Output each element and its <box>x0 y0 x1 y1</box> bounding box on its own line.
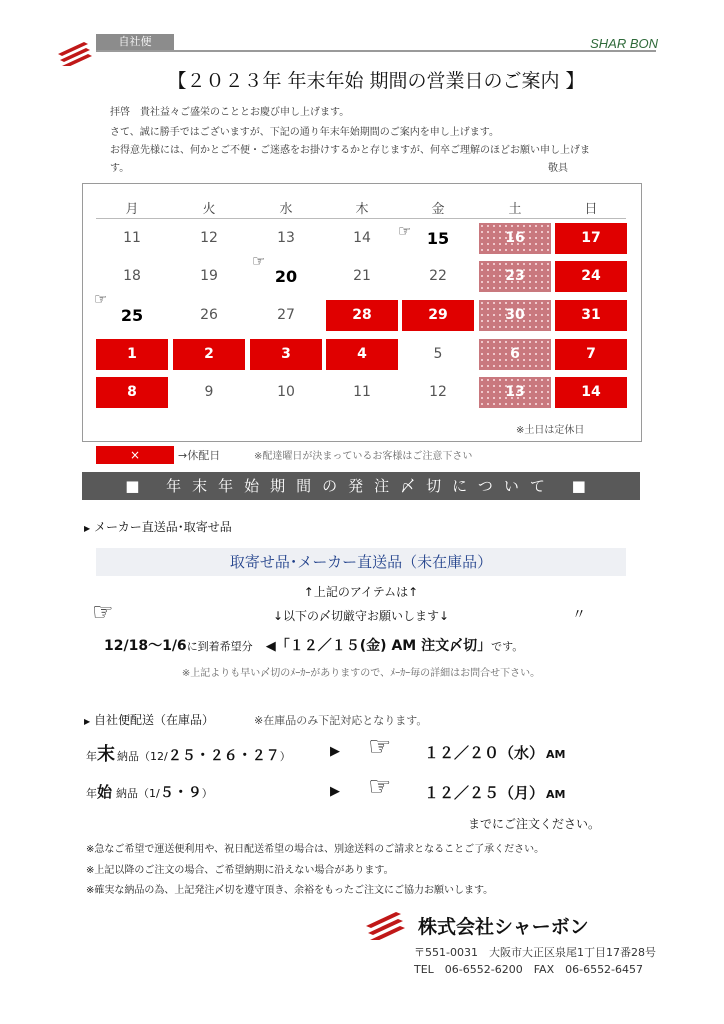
calendar-cell: 5 <box>433 346 443 362</box>
calendar-cell-holiday: 31 <box>555 300 627 331</box>
day-header: 水 <box>279 202 293 217</box>
greeting-line: す。 <box>110 163 130 174</box>
day-header: 木 <box>355 202 369 217</box>
order-tail: までにご注文ください。 <box>468 817 601 831</box>
weekend-note: ※土日は定休日 <box>516 425 585 436</box>
calendar-cell: 14 <box>353 230 371 246</box>
footnote: ※上記以降のご注文の場合、ご希望納期に沿えない場合があります。 <box>86 865 394 876</box>
delivery-row-yearend: 年末 納品（12/２５・２６・２７） <box>86 744 291 765</box>
company-contact: TEL 06-6552-6200 FAX 06-6552-6457 <box>414 963 644 976</box>
calendar-cell: 13 <box>277 230 295 246</box>
section1-line1: ↑上記のアイテムは↑ <box>303 585 419 599</box>
calendar-cell-weekend: 13 <box>479 377 551 408</box>
calendar-cell-weekend: 23 <box>479 261 551 292</box>
calendar-cell: 19 <box>200 268 218 284</box>
calendar-cell: 27 <box>277 307 295 323</box>
section-bar-title: ■ 年末年始期間の発注〆切について ■ <box>82 472 640 500</box>
calendar-cell-deadline: 25 <box>120 306 144 325</box>
calendar-cell-holiday: 1 <box>96 339 168 370</box>
greeting-line: お得意先様には、何かとご不便・ご迷惑をお掛けするかと存じますが、何卒ご理解のほどお願い申し上げま <box>110 145 590 156</box>
section1-deadline-row: 12/18～1/6に到着希望分 ◀「１２／１５(金) AM 注文〆切」です。 <box>104 638 524 654</box>
footnote: ※確実な納品の為、上記発注〆切を遵守頂き、余裕をもったご注文にご協力お願いします。 <box>86 885 494 896</box>
calendar-cell-deadline: 20 <box>274 267 298 286</box>
legend-note: ※配達曜日が決まっているお客様はご注意下さい <box>254 451 473 462</box>
stripes-logo-icon <box>364 910 410 940</box>
section2-note: ※在庫品のみ下記対応となります。 <box>254 714 428 727</box>
calendar-cell: 12 <box>200 230 218 246</box>
day-header: 日 <box>584 202 598 217</box>
footnote: ※急なご希望で運送便利用や、祝日配送希望の場合は、別途送料のご請求となることご了承ください。 <box>86 844 545 855</box>
delivery-row-newyear: 年始 納品（1/５・９） <box>86 783 213 801</box>
pointing-hand-icon: ☞ <box>368 732 392 762</box>
pointing-hand-icon: ☞ <box>94 290 108 308</box>
calendar-cell-holiday: 8 <box>96 377 168 408</box>
calendar-cell: 18 <box>123 268 141 284</box>
calendar-cell-weekend: 30 <box>479 300 551 331</box>
calendar-cell-holiday: 7 <box>555 339 627 370</box>
legend-label: →休配日 <box>178 449 221 462</box>
section-label: ▶ メーカー直送品･取寄せ品 <box>84 520 232 534</box>
calendar-cell-weekend: 6 <box>479 339 551 370</box>
stripes-logo-icon <box>54 40 94 66</box>
calendar-cell: 9 <box>204 384 214 400</box>
greeting-line: さて、誠に勝手ではございますが、下記の通り年末年始期間のご案内を申し上げます。 <box>110 127 499 138</box>
pointing-hand-icon: ☞ <box>398 222 412 240</box>
arrow-right-icon: ▶ <box>330 744 340 759</box>
calendar-cell-holiday: 28 <box>326 300 398 331</box>
company-name: 株式会社シャーボン <box>418 916 589 938</box>
header-tag: 自社便 <box>96 34 174 50</box>
calendar-cell-deadline: 15 <box>426 229 450 248</box>
deadline-newyear: １２／２５（月） AM <box>424 784 566 802</box>
calendar-cell-holiday: 4 <box>326 339 398 370</box>
brand-logo: SHAR BON <box>590 36 658 51</box>
header-divider <box>96 50 656 52</box>
pointing-hand-icon: ☞ <box>92 598 114 626</box>
section1-band: 取寄せ品･メーカー直送品（未在庫品） <box>96 548 626 576</box>
calendar-cell: 10 <box>277 384 295 400</box>
calendar-cell-holiday: 29 <box>402 300 474 331</box>
calendar-cell: 11 <box>123 230 141 246</box>
deadline-yearend: １２／２０（水） AM <box>424 744 566 762</box>
pointing-hand-icon: ☞ <box>368 772 392 802</box>
calendar-cell-holiday: 3 <box>250 339 322 370</box>
legend-holiday-swatch: × <box>96 446 174 464</box>
day-header: 火 <box>202 202 216 217</box>
calendar-cell-holiday: 17 <box>555 223 627 254</box>
calendar-cell-holiday: 14 <box>555 377 627 408</box>
calendar-cell-weekend: 16 <box>479 223 551 254</box>
calendar-cell: 11 <box>353 384 371 400</box>
keigu: 敬具 <box>548 163 568 174</box>
calendar-cell: 21 <box>353 268 371 284</box>
arrow-right-icon: ▶ <box>330 784 340 799</box>
day-header: 土 <box>508 202 522 217</box>
calendar-cell: 22 <box>429 268 447 284</box>
calendar-cell: 26 <box>200 307 218 323</box>
day-header: 月 <box>125 202 139 217</box>
day-header-divider <box>96 218 626 219</box>
calendar-cell-holiday: 24 <box>555 261 627 292</box>
greeting-line: 拝啓 貴社益々ご盛栄のこととお慶び申し上げます。 <box>110 107 350 118</box>
calendar-cell: 12 <box>429 384 447 400</box>
section1-note: ※上記よりも早い〆切のﾒｰｶｰがありますので、ﾒｰｶｰ毎の詳細はお問合せ下さい。 <box>181 668 541 679</box>
calendar-cell-holiday: 2 <box>173 339 245 370</box>
emphasis-marks-icon: 〃 <box>572 607 586 623</box>
pointing-hand-icon: ☞ <box>252 252 266 270</box>
section1-line2: ↓以下の〆切厳守お願いします↓ <box>272 609 450 623</box>
page-title: 【２０２３年 年末年始 期間の営業日のご案内 】 <box>167 70 585 92</box>
day-header: 金 <box>431 202 445 217</box>
section2-label: ▶ 自社便配送（在庫品） <box>84 713 214 727</box>
company-address: 〒551-0031 大阪市大正区泉尾1丁目17番28号 <box>414 946 656 959</box>
